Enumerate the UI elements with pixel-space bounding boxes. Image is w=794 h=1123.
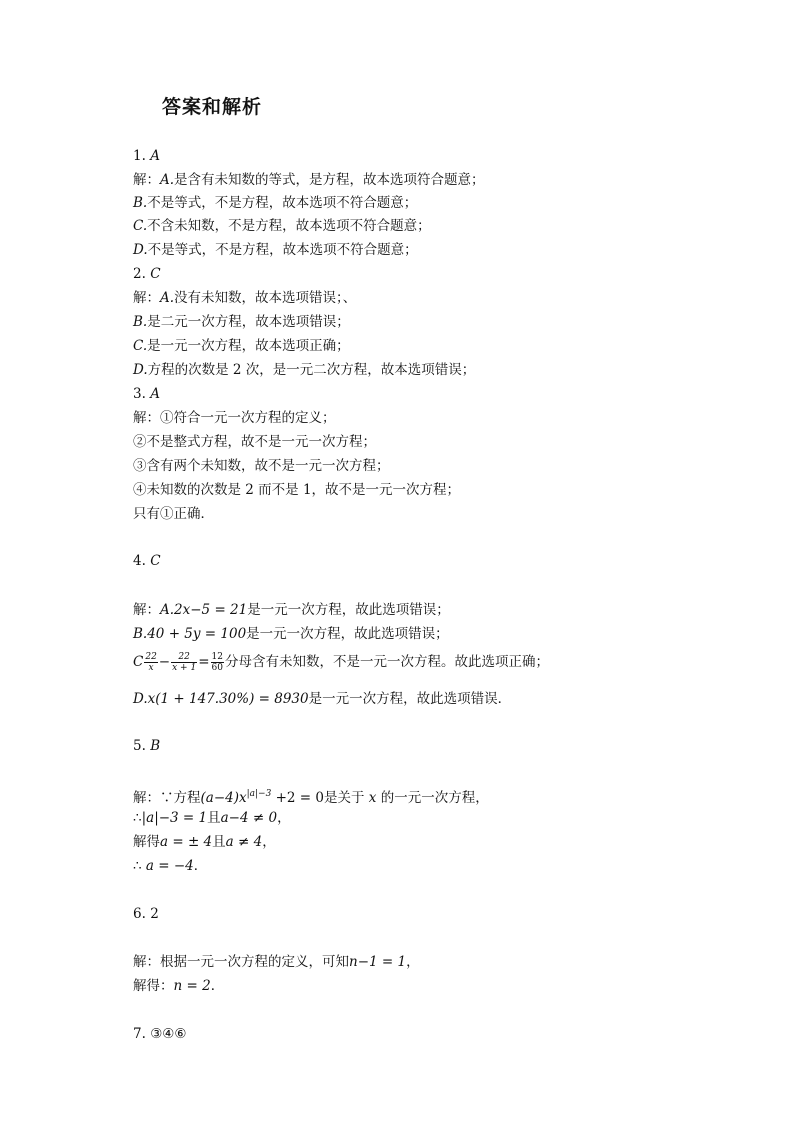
- option-text: 是一元一次方程，故此选项错误；: [247, 602, 450, 618]
- q1-explain-d: [133, 241, 418, 259]
- fraction: [211, 652, 224, 673]
- q2-explain-d: [133, 361, 475, 379]
- option-letter: C.: [133, 218, 148, 234]
- text: 解得：: [133, 978, 174, 994]
- text: 的一元一次方程，: [380, 790, 489, 806]
- q5-answer-line: [133, 737, 160, 755]
- option-letter: B.: [133, 314, 148, 330]
- q2-explain-b: [133, 313, 350, 331]
- q4-answer: C: [150, 553, 161, 569]
- q1-answer: A: [150, 148, 160, 164]
- q4-explain-d: [133, 690, 511, 708]
- option-letter: A.: [160, 290, 175, 306]
- equation: (a−4)x: [200, 790, 247, 806]
- q3-explain-3: ③含有两个未知数，故不是一元一次方程；: [133, 458, 390, 474]
- q6-number: 6.: [133, 906, 146, 922]
- fraction-denominator: x + 1: [172, 663, 197, 673]
- q2-explain-a: [133, 289, 356, 307]
- q3-answer: A: [150, 386, 160, 402]
- fraction-numerator: 22: [171, 652, 197, 663]
- equation: +2 = 0: [271, 790, 324, 806]
- q7-number: 7.: [133, 1026, 146, 1042]
- text: ∴: [133, 810, 142, 826]
- text: 是关于: [324, 790, 365, 806]
- q4-answer-line: [133, 552, 161, 570]
- q7-answer-line: [133, 1025, 187, 1043]
- equation: n = 2: [173, 978, 211, 994]
- q1-explain-c: [133, 217, 431, 235]
- option-letter: B.: [133, 626, 148, 642]
- q2-answer-line: [133, 265, 161, 283]
- q1-number: 1.: [133, 148, 146, 164]
- exponent: |a|−3: [246, 789, 272, 799]
- option-text: 是二元一次方程，故本选项错误；: [147, 314, 350, 330]
- option-text: 不是等式，不是方程，故本选项不符合题意；: [147, 195, 418, 211]
- text: 且: [207, 810, 221, 826]
- q7-answer: ③④⑥: [150, 1026, 187, 1042]
- text: ∴: [133, 858, 146, 874]
- q2-number: 2.: [133, 266, 146, 282]
- text: 且: [212, 834, 226, 850]
- equation: 40 + 5y = 100: [147, 626, 247, 642]
- equation: a ≠ 4: [225, 834, 263, 850]
- q1-explain-a: [133, 171, 485, 189]
- q5-number: 5.: [133, 738, 146, 754]
- option-text: 不是等式，不是方程，故本选项不符合题意；: [147, 242, 418, 258]
- equation: a = ± 4: [160, 834, 213, 850]
- equation: a−4 ≠ 0: [220, 810, 278, 826]
- solution-label: 解：: [133, 172, 160, 188]
- fraction: [171, 652, 197, 673]
- variable: x: [368, 790, 377, 806]
- option-letter: D.: [133, 362, 148, 378]
- option-text: 是一元一次方程，故此选项错误．: [308, 691, 512, 707]
- q1-answer-line: [133, 147, 160, 165]
- q6-explain-1: [133, 953, 420, 971]
- option-text: 分母含有未知数，不是一元一次方程。故此选项正确；: [224, 654, 549, 670]
- option-text: 是一元一次方程，故本选项正确；: [147, 338, 350, 354]
- option-letter: D.: [133, 691, 148, 707]
- q5-explain-1: [133, 785, 489, 807]
- q1-explain-b: [133, 194, 417, 212]
- equation: 2x−5 = 21: [174, 602, 248, 618]
- text: ，: [262, 834, 276, 850]
- option-letter: A.: [160, 172, 175, 188]
- fraction-denominator: 60: [211, 663, 223, 673]
- text: 解得: [133, 834, 160, 850]
- q5-answer: B: [150, 738, 161, 754]
- equation: n−1 = 1: [349, 954, 407, 970]
- q6-answer: 2: [150, 906, 159, 922]
- equation: x(1 + 147.30%) = 8930: [147, 691, 309, 707]
- option-letter: B.: [133, 195, 148, 211]
- option-letter: A.: [160, 602, 175, 618]
- q3-explain-5: 只有①正确．: [133, 506, 214, 522]
- solution-label: 解：: [133, 290, 160, 306]
- q2-explain-c: [133, 337, 350, 355]
- q4-explain-c: [133, 652, 549, 673]
- q5-explain-3: [133, 833, 276, 851]
- option-letter: C.: [133, 338, 148, 354]
- equals-sign: =: [198, 654, 210, 670]
- option-text: 方程的次数是 2 次，是一元二次方程，故本选项错误；: [147, 362, 476, 378]
- q6-answer-line: [133, 905, 159, 923]
- q3-answer-line: [133, 385, 160, 403]
- q2-answer: C: [150, 266, 161, 282]
- option-text: 不含未知数，不是方程，故本选项不符合题意；: [147, 218, 431, 234]
- q4-explain-a: [133, 601, 450, 619]
- q3-explain-1: 解：①符合一元一次方程的定义；: [133, 410, 336, 426]
- fraction-denominator: x: [148, 663, 154, 673]
- option-text: 是一元一次方程，故此选项错误；: [246, 626, 449, 642]
- text: 解：根据一元一次方程的定义，可知: [133, 954, 349, 970]
- text: ．: [210, 978, 225, 994]
- fraction-numerator: 22: [145, 652, 157, 662]
- minus-sign: −: [158, 654, 171, 670]
- page-title: 答案和解析: [162, 96, 263, 118]
- solution-label: 解：: [133, 602, 160, 618]
- text: ．: [193, 858, 208, 874]
- q5-explain-4: [133, 857, 207, 875]
- text: ，: [406, 954, 420, 970]
- equation: |a|−3 = 1: [141, 810, 208, 826]
- q3-explain-2: ②不是整式方程，故不是一元一次方程；: [133, 434, 376, 450]
- q3-number: 3.: [133, 386, 146, 402]
- q3-explain-4: ④未知数的次数是 2 而不是 1，故不是一元一次方程；: [133, 482, 461, 498]
- option-text: 是含有未知数的等式，是方程，故本选项符合题意；: [174, 172, 485, 188]
- q6-explain-2: [133, 977, 224, 995]
- option-text: 没有未知数，故本选项错误；、: [174, 290, 357, 306]
- text: 解：∵方程: [133, 790, 201, 806]
- fraction: [144, 652, 157, 673]
- fraction-numerator: 12: [211, 652, 223, 662]
- equation: a = −4: [145, 858, 194, 874]
- option-letter: D.: [133, 242, 148, 258]
- q4-explain-b: [133, 625, 449, 643]
- option-letter: C: [133, 654, 144, 670]
- q4-number: 4.: [133, 553, 146, 569]
- q5-explain-2: [133, 809, 291, 827]
- text: ，: [277, 810, 291, 826]
